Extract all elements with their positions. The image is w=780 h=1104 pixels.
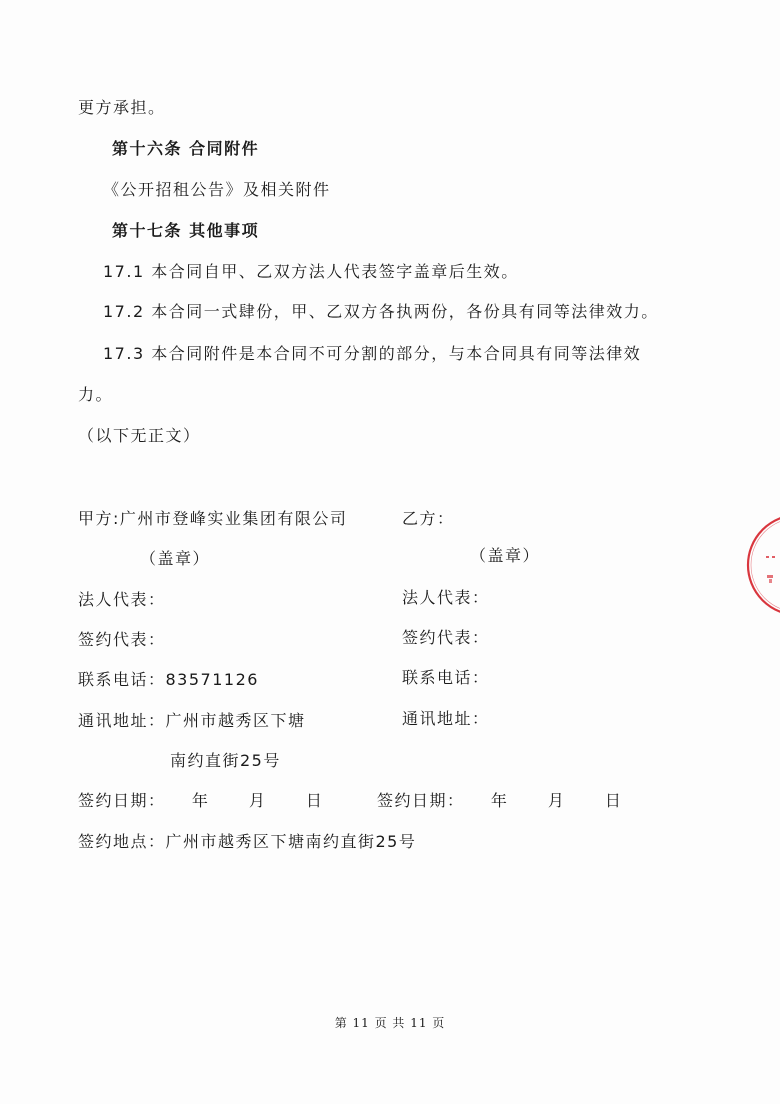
- party-b-sign-date: 签约日期： 年 月 日: [377, 791, 623, 810]
- clause-17-3-line2: 力。: [78, 385, 114, 404]
- party-b-label: 乙方：: [402, 509, 455, 528]
- red-seal-stamp: [740, 512, 780, 618]
- party-b-address: 通讯地址：: [402, 709, 490, 728]
- party-b-sign-rep: 签约代表：: [402, 628, 490, 647]
- party-a-address-line2: 南约直街25号: [170, 751, 281, 770]
- article-16-body: 《公开招租公告》及相关附件: [103, 180, 331, 199]
- party-a-sign-rep: 签约代表：: [78, 630, 166, 649]
- party-a-seal-note: （盖章）: [140, 549, 211, 568]
- party-a-label: 甲方:广州市登峰实业集团有限公司: [78, 509, 348, 528]
- party-a-legal-rep: 法人代表：: [78, 590, 166, 609]
- no-more-text-note: （以下无正文）: [78, 426, 201, 445]
- party-b-seal-note: （盖章）: [470, 546, 541, 565]
- page-footer: 第 11 页 共 11 页: [334, 1016, 446, 1030]
- party-a-sign-date: 签约日期： 年 月 日: [78, 791, 324, 810]
- sign-place: 签约地点：广州市越秀区下塘南约直街25号: [78, 832, 417, 851]
- clause-17-1: 17.1 本合同自甲、乙双方法人代表签字盖章后生效。: [103, 262, 519, 281]
- party-a-address-line1: 通讯地址：广州市越秀区下塘: [78, 711, 306, 730]
- party-b-legal-rep: 法人代表：: [402, 588, 490, 607]
- clause-17-2: 17.2 本合同一式肆份，甲、乙双方各执两份，各份具有同等法律效力。: [103, 302, 659, 321]
- clause-17-3-line1: 17.3 本合同附件是本合同不可分割的部分，与本合同具有同等法律效: [103, 344, 642, 363]
- party-a-phone: 联系电话：83571126: [78, 670, 259, 689]
- article-17-title: 第十七条 其他事项: [112, 221, 260, 240]
- article-16-title: 第十六条 合同附件: [112, 139, 260, 158]
- party-b-phone: 联系电话：: [402, 668, 490, 687]
- seal-icon: [740, 512, 780, 618]
- text-line-continuation: 更方承担。: [78, 98, 166, 117]
